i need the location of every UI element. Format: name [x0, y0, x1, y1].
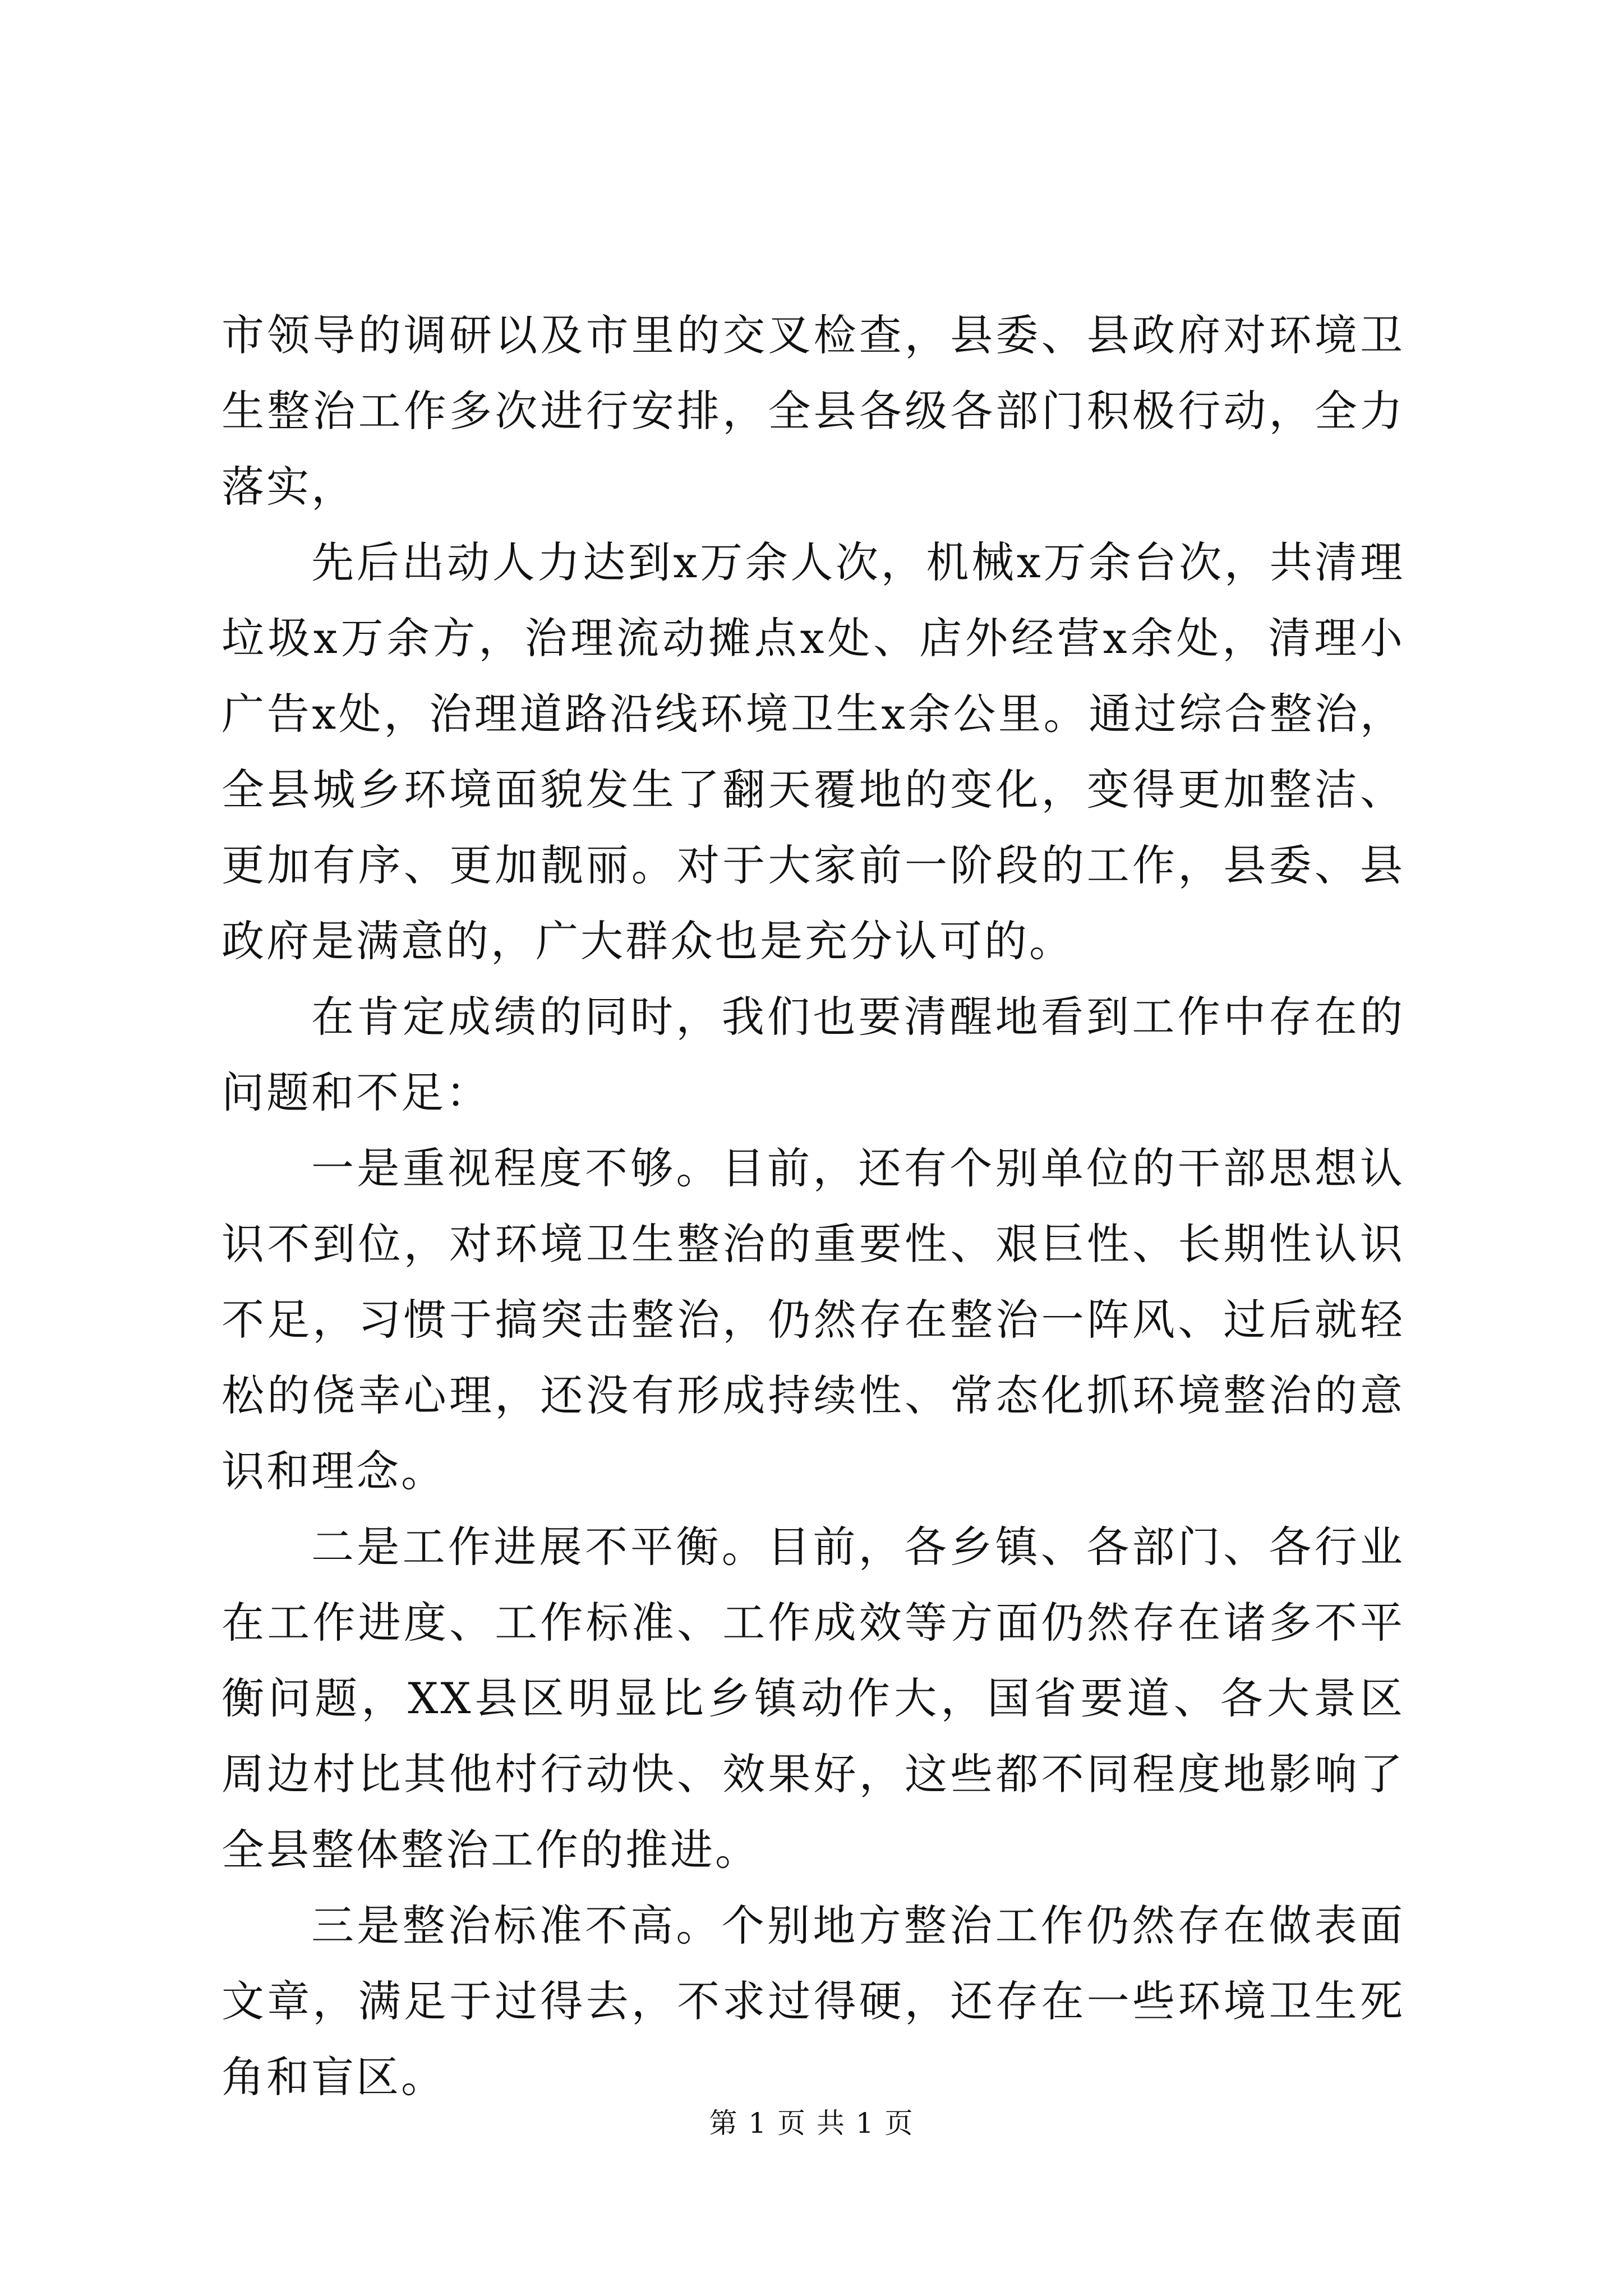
paragraph-statistics: 先后出动人力达到x万余人次，机械x万余台次，共清理垃圾x万余方，治理流动摊点x处、店外经营x余处，清理小广告x处，治理道路沿线环境卫生x余公里。通过综合整治，全县城乡环境面貌发生了翻天覆地的变化，变得更加整洁、更加有序、更加靓丽。对于大家前一阶段的工作，县委、县政府是满意的，广大群众也是充分认可的。	[222, 537, 1405, 966]
page-footer	[0, 2106, 1623, 2140]
paragraph-problems-intro: 在肯定成绩的同时，我们也要清醒地看到工作中存在的问题和不足：	[222, 992, 1405, 1117]
page-number-label: 第 1 页 共 1 页	[709, 2107, 914, 2139]
paragraph-problem-one: 一是重视程度不够。目前，还有个别单位的干部思想认识不到位，对环境卫生整治的重要性、艰巨性、长期性认识不足，习惯于搞突击整治，仍然存在整治一阵风、过后就轻松的侥幸心理，还没有形成持续性、常态化抓环境整治的意识和理念。	[222, 1143, 1405, 1496]
paragraph-problem-two: 二是工作进展不平衡。目前，各乡镇、各部门、各行业在工作进度、工作标准、工作成效等方面仍然存在诸多不平衡问题，XX县区明显比乡镇动作大，国省要道、各大景区周边村比其他村行动快、效果好，这些都不同程度地影响了全县整体整治工作的推进。	[222, 1522, 1405, 1875]
paragraph-continuation: 市领导的调研以及市里的交叉检查，县委、县政府对环境卫生整治工作多次进行安排，全县各级各部门积极行动，全力落实，	[222, 310, 1405, 512]
paragraph-problem-three: 三是整治标准不高。个别地方整治工作仍然存在做表面文章，满足于过得去，不求过得硬，还存在一些环境卫生死角和盲区。	[222, 1901, 1405, 2102]
document-body	[222, 297, 1405, 2115]
